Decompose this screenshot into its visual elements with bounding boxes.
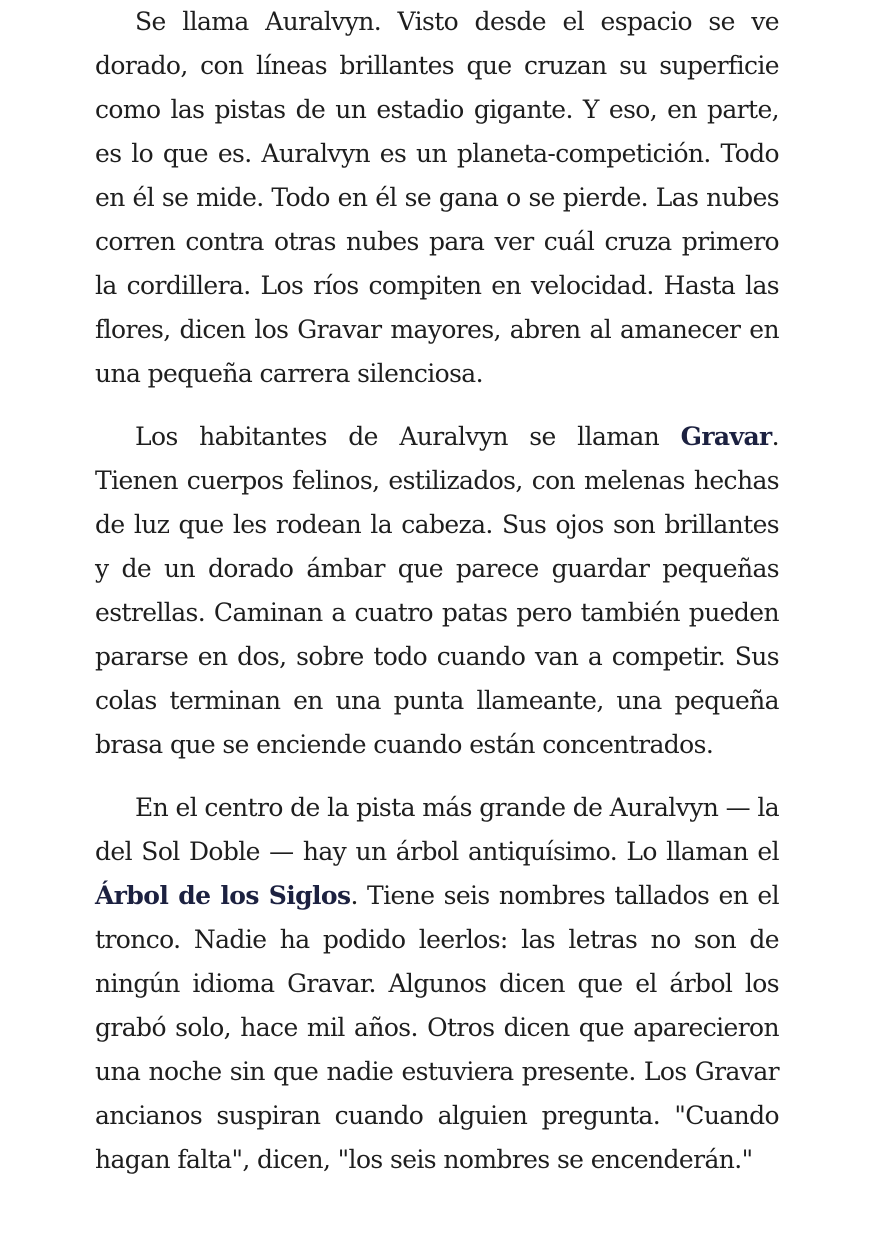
text-segment: . — [771, 422, 779, 451]
text-line: Tienen cuerpos felinos, estilizados, con melenas hechas — [95, 466, 779, 495]
text-line: En el centro de la pista más grande de Auralvyn — la — [135, 793, 780, 822]
text-line: estrellas. Caminan a cuatro patas pero también pueden — [95, 598, 779, 627]
text-line: la cordillera. Los ríos compiten en velocidad. Hasta las — [95, 271, 779, 300]
text-line: del Sol Doble — hay un árbol antiquísimo. Lo llaman el — [95, 837, 779, 866]
highlighted-term-gravar: Gravar — [680, 422, 772, 451]
text-segment: . Tiene seis nombres tallados en el — [350, 881, 780, 910]
paragraph-auralvyn — [95, 0, 779, 396]
text-line: flores, dicen los Gravar mayores, abren al amanecer en — [95, 315, 779, 344]
text-line: de luz que les rodean la cabeza. Sus ojos son brillantes — [95, 510, 779, 539]
text-segment: Los habitantes de Auralvyn se llaman — [135, 422, 681, 451]
text-line: y de un dorado ámbar que parece guardar pequeñas — [95, 554, 779, 583]
text-line: tronco. Nadie ha podido leerlos: las letras no son de — [95, 925, 779, 954]
text-line: es lo que es. Auralvyn es un planeta-competición. Todo — [95, 139, 779, 168]
text-line: brasa que se enciende cuando están concentrados. — [95, 730, 714, 759]
text-line: dorado, con líneas brillantes que cruzan su superficie — [95, 51, 779, 80]
paragraph-arbol — [95, 786, 779, 1182]
text-line: pararse en dos, sobre todo cuando van a competir. Sus — [95, 642, 779, 671]
text-line: Se llama Auralvyn. Visto desde el espacio se ve — [135, 7, 779, 36]
highlighted-term-arbol: Árbol de los Siglos — [95, 881, 351, 910]
text-line: ningún idioma Gravar. Algunos dicen que el árbol los — [95, 969, 779, 998]
text-line: corren contra otras nubes para ver cuál cruza primero — [95, 227, 779, 256]
text-line: colas terminan en una punta llameante, una pequeña — [95, 686, 779, 715]
text-line: una pequeña carrera silenciosa. — [95, 359, 483, 388]
text-line: una noche sin que nadie estuviera presente. Los Gravar — [95, 1057, 779, 1086]
text-line: ancianos suspiran cuando alguien pregunta. "Cuando — [95, 1101, 779, 1130]
text-line: como las pistas de un estadio gigante. Y eso, en parte, — [95, 95, 779, 124]
text-line: hagan falta", dicen, "los seis nombres se encenderán." — [95, 1145, 753, 1174]
text-line — [95, 415, 779, 459]
text-line — [95, 874, 779, 918]
text-line: grabó solo, hace mil años. Otros dicen que aparecieron — [95, 1013, 779, 1042]
paragraph-gravar — [95, 415, 779, 767]
text-line: en él se mide. Todo en él se gana o se pierde. Las nubes — [95, 183, 779, 212]
